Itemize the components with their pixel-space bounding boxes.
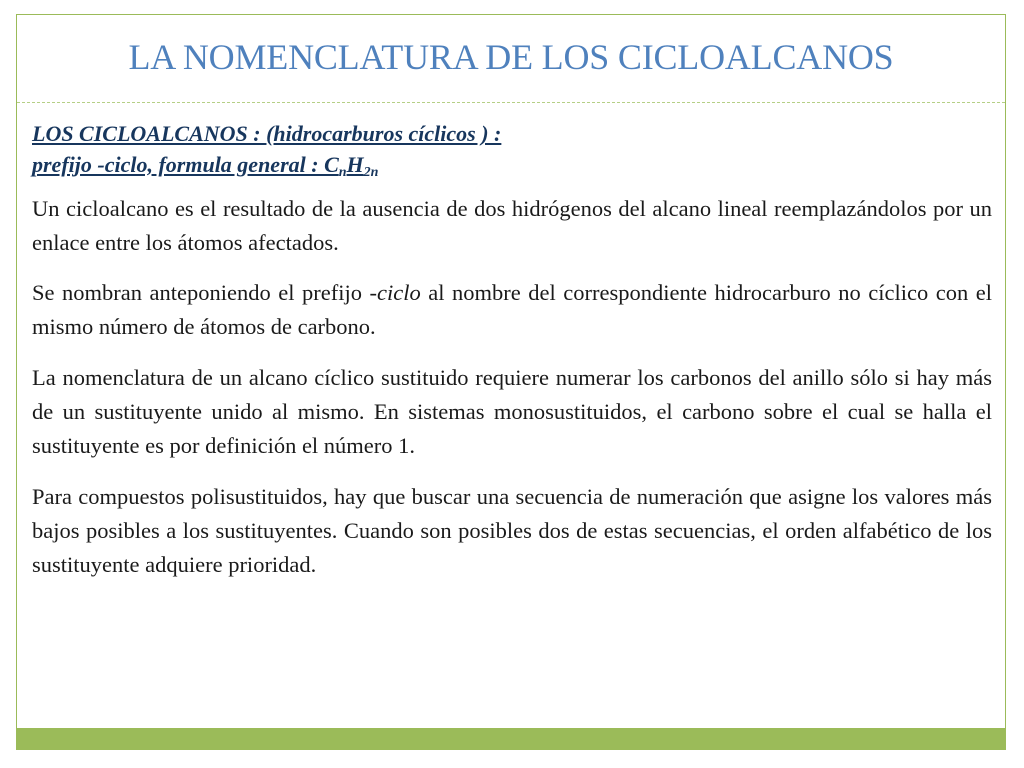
paragraph-polysubstituted: Para compuestos polisustituidos, hay que buscar una secuencia de numeración que asigne los valores más bajos posibles a los sustituyentes. Cuando son posibles dos de estas secuencias, el orden alfabético de los sustituyente adquiere prioridad.: [32, 484, 992, 577]
subheading: [32, 118, 992, 180]
paragraph-substituted: La nomenclatura de un alcano cíclico sustituido requiere numerar los carbonos del anillo sólo si hay más de un sustituyente unido al mismo. En sistemas monosustituidos, el carbono sobre el cual se halla el sustituyente es por definición el número 1.: [32, 365, 992, 458]
paragraph-naming-start: Se nombran anteponiendo el prefijo -: [32, 280, 378, 305]
paragraph-definition: Un cicloalcano es el resultado de la ausencia de dos hidrógenos del alcano lineal reemplazándolos por un enlace entre los átomos afectados.: [32, 196, 992, 255]
footer-accent-bar: [17, 728, 1005, 749]
prefix-ciclo: ciclo: [377, 280, 421, 305]
subheading-line1: LOS CICLOALCANOS : (hidrocarburos cíclicos ) :: [32, 121, 502, 146]
slide-title: LA NOMENCLATURA DE LOS CICLOALCANOS: [128, 37, 894, 77]
paragraph-naming: [32, 276, 992, 344]
formula-hydrogen: H: [346, 152, 364, 177]
formula-subscript-n: n: [338, 165, 347, 180]
title-divider: [17, 102, 1005, 103]
formula-subscript-2n: 2n: [363, 165, 379, 180]
slide-content: [32, 118, 992, 582]
subheading-line2: prefijo -ciclo, formula general : C: [32, 152, 339, 177]
paragraph-naming-end: al nombre del correspondiente hidrocarburo no cíclico con el mismo número de átomos de carbono.: [32, 280, 992, 339]
